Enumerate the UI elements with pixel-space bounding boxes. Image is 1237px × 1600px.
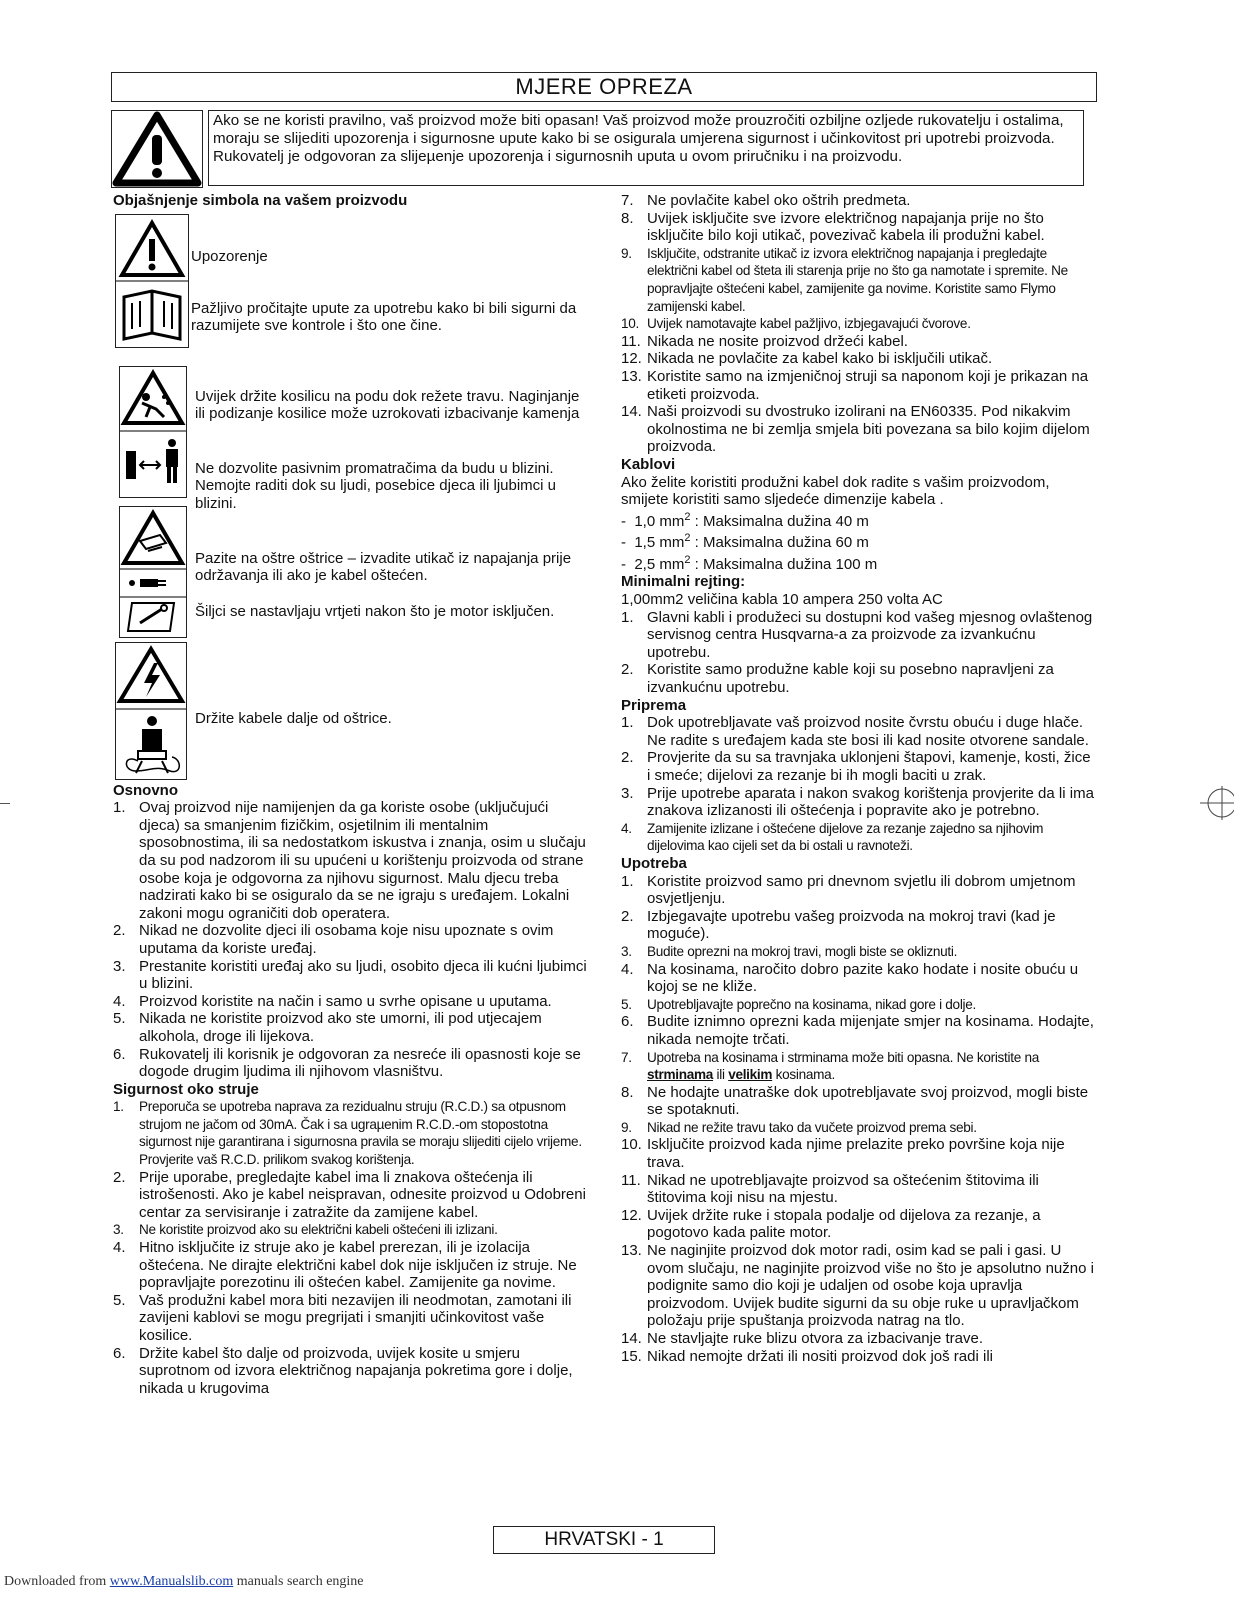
symbol-group-4: [115, 642, 187, 780]
list-item: 6. Rukovatelj ili korisnik je odgovoran za nesreće ili opasnosti koje se dogode drugim ljudima ili njihovom vlasništvu.: [113, 1045, 581, 1081]
symbol-bystanders-text: Ne dozvolite pasivnim promatračima da budu u blizini. Nemojte raditi dok su ljudi, posebice djeca ili ljubimci u blizini.: [195, 459, 557, 512]
list-item: 5. Vaš produžni kabel mora biti nezavijen ili neodmotan, zamotani ili zavijeni kablovi se mogu pregrijati i smanjiti učinkovitost vaše kosilice.: [113, 1291, 572, 1344]
list-item: 9. Nikad ne režite travu tako da vučete proizvod prema sebi.: [621, 1119, 977, 1135]
list-item: 4. Hitno isključite iz struje ako je kabel prerezan, ili je izolacija oštećena. Ne dirajte električni kabel dok nije isključen iz struje. Ne popravljajte porezotinu ili oštećen kabel. Zamijenite ga novime.: [113, 1239, 577, 1292]
list-item: 7. Ne povlačite kabel oko oštrih predmeta.: [621, 192, 911, 209]
list-item: 11. Nikada ne nosite proizvod držeći kabel.: [621, 332, 908, 350]
manualslib-link[interactable]: www.Manualslib.com: [109, 1574, 234, 1589]
osnovno-heading: Osnovno: [113, 781, 179, 799]
symbol-read-manual-text: Pažljivo pročitajte upute za upotrebu kako bi bili sigurni da razumijete sve kontrole i što one čine.: [191, 299, 577, 335]
symbols-panel: [113, 214, 591, 782]
symbol-group-3: [119, 506, 187, 638]
list-item: 1. Glavni kabli i produžeci su dostupni kod vašeg mjesnog ovlaštenog servisnog centra Husqvarna-a za proizvode za izvankućnu upotrebu.: [621, 608, 1093, 661]
intro-warning-text: Ako se ne koristi pravilno, vaš proizvod može biti opasan! Vaš proizvod može prouzročiti ozbiljne ozljede rukovatelju i ostalima, moraju se slijediti upozorenja i sigurnosne upute kako bi se osigurala umjerena sigurnost i učinkovitost pri upotrebi proizvoda. Rukovatelj je odgovoran za slijeµenje upozorenja i sigurnosnih uputa u ovom priručniku i na proizvodu.: [208, 110, 1084, 186]
warning-triangle-icon: [111, 110, 203, 188]
symbol-warning-text: Upozorenje: [191, 247, 268, 265]
list-item: 2. Koristite samo produžne kable koji su posebno napravljeni za izvankućnu upotrebu.: [621, 661, 1054, 697]
list-item: 6. Budite iznimno oprezni kada mijenjate smjer na kosinama. Hodajte, nikada nemojte trčati.: [621, 1013, 1094, 1048]
struja-list-part2: [621, 192, 1094, 456]
list-item: 4. Na kosinama, naročito dobro pazite kako hodate i nosite obuću u kojoj se ne kliže.: [621, 960, 1079, 996]
registration-mark-icon: [1200, 786, 1234, 820]
page-footer-label: HRVATSKI - 1: [493, 1526, 715, 1554]
list-item: 10. Uvijek namotavajte kabel pažljivo, izbjegavajući čvorove.: [621, 316, 971, 332]
symbol-sharp-blades-text: Pazite na oštre oštrice – izvadite utikač iz napajanja prije održavanja ili ako je kabel oštećen.: [195, 549, 572, 585]
list-item: 8. Ne hodajte unatraške dok upotrebljavate svoj proizvod, mogli biste se spotaknuti.: [621, 1083, 1089, 1119]
struja-list-part1: [113, 1098, 591, 1397]
list-item: 5. Nikada ne koristite proizvod ako ste umorni, ili pod utjecajem alkohola, droge ili lijekova.: [113, 1010, 542, 1045]
priprema-list: [621, 714, 1094, 855]
list-item: 11. Nikad ne upotrebljavajte proizvod sa oštećenim štitovima ili štitovima koji nisu na mjestu.: [621, 1171, 1039, 1207]
list-item: 4. Proizvod koristite na način i samo u svrhe opisane u uputama.: [113, 992, 552, 1010]
list-item: 6. Držite kabel što dalje od proizvoda, uvijek kosite u smjeru suprotnom od izvora električnog napajanja pokretima gore i dolje, nikada u krugovima: [113, 1344, 573, 1397]
symbol-tines-text: Šiljci se nastavljaju vrtjeti nakon što je motor isključen.: [195, 602, 555, 620]
kablovi-list: [621, 609, 1094, 697]
registration-mark-left: [0, 803, 10, 804]
kablovi-text: Ako želite koristiti produžni kabel dok radite s vašim proizvodom, smijete koristiti samo sljedeće dimenzije kabela .: [621, 473, 1050, 509]
list-item: 12. Uvijek držite ruke i stopala podalje od dijelova za rezanje, a pogotovo kada palite motor.: [621, 1206, 1041, 1242]
symbol-group-1: [115, 214, 189, 348]
struja-heading: Sigurnost oko struje: [113, 1080, 259, 1098]
list-item: 3. Prije upotrebe aparata i nakon svakog korištenja provjerite da li ima znakova izlizanosti ili oštećenja i popravite ako je potrebno.: [621, 784, 1094, 820]
min-rating-heading: Minimalni rejting:: [621, 573, 746, 591]
list-item: 2. Provjerite da su sa travnjaka uklonjeni štapovi, kamenje, kosti, žice i smeće; dijelovi za rezanje bi ih mogli baciti u zrak.: [621, 749, 1091, 784]
symbols-heading: Objašnjenje simbola na vašem proizvodu: [113, 192, 408, 209]
list-item: 15. Nikad nemojte držati ili nositi proizvod dok još radi ili: [621, 1347, 993, 1365]
list-item: 9. Isključite, odstranite utikač iz izvora električnog napajanja i pregledajte električni kabel od šteta ili starenja prije no što ga namotate i spremite. Ne popravljajte oštećeni kabel, zamijenite ga novime. Koristite samo Flymo zamijenski kabel.: [621, 245, 1068, 314]
symbol-keep-on-ground-text: Uvijek držite kosilicu na podu dok režete travu. Naginjanje ili podizanje kosilice može uzrokovati izbacivanje kamenja: [195, 387, 580, 423]
cable-size-row: - 1,5 $mm^2$ : Maksimalna dužina 60 m: [621, 532, 869, 552]
list-item: 10. Isključite proizvod kada njime prelazite preko površine koja nije trava.: [621, 1136, 1065, 1172]
list-item: 14. Ne stavljajte ruke blizu otvora za izbacivanje trave.: [621, 1330, 983, 1347]
list-item: 4. Zamijenite izlizane i oštećene dijelove za rezanje zajedno sa njihovim dijelovima kao cijeli set da bi ostali u ravnoteži.: [621, 820, 1044, 854]
cable-size-row: - 2,5 $mm^2$ : Maksimalna dužina 100 m: [621, 553, 878, 573]
list-item: 13. Koristite samo na izmjeničnoj struji sa naponom koji je prikazan na etiketi proizvoda.: [621, 367, 1089, 403]
right-column: [621, 192, 1094, 1365]
list-item: 2. Nikad ne dozvolite djeci ili osobama koje nisu upoznate s ovim uputama da koriste uređaj.: [113, 922, 554, 957]
list-item: 1. Koristite proizvod samo pri dnevnom svjetlu ili dobrom umjetnom osvjetljenju.: [621, 872, 1076, 908]
min-rating-text: 1,00mm2 veličina kabla 10 ampera 250 volta AC: [621, 591, 943, 609]
list-item: 3. Budite oprezni na mokroj travi, mogli biste se okliznuti.: [621, 943, 958, 959]
upotreba-list: [621, 873, 1094, 1366]
list-item: 3. Prestanite koristiti uređaj ako su ljudi, osobito djeca ili kućni ljubimci u blizini.: [113, 957, 587, 993]
page-title: MJERE OPREZA: [111, 72, 1097, 102]
cable-size-row: - 1,0 $mm^2$ : Maksimalna dužina 40 m: [621, 510, 869, 530]
upotreba-heading: Upotreba: [621, 854, 687, 872]
symbol-group-2: [119, 366, 187, 498]
list-item: 1. Ovaj proizvod nije namijenjen da ga koriste osobe (uključujući djeca) sa smanjenim fizičkim, osjetilnim ili mentalnim sposobnostima, ili sa nedostatkom iskustva i znanja, osim u slučaju da su pod nadzorom ili su upućeni u korištenju proizvoda od strane osobe koja je odgovorna za njihovu sigurnost. Malu djecu treba nadzirati kako bi se osiguralo da se ne igraju s uređajem. Lokalni zakoni mogu ograničiti dob operatera.: [113, 799, 586, 922]
priprema-heading: Priprema: [621, 696, 687, 714]
download-line: Downloaded from www.Manualslib.com manuals search engine: [4, 1574, 364, 1589]
list-item: 8. Uvijek isključite sve izvore električnog napajanja prije no što isključite bilo koji utikač, povezivač kabela ili produžni kabel.: [621, 209, 1045, 245]
osnovno-list: [113, 799, 591, 1081]
list-item: 7. Upotreba na kosinama i strminama može biti opasna. Ne koristite na strminama ili velikim kosinama.: [621, 1049, 1039, 1083]
list-item: 12. Nikada ne povlačite za kabel kako bi isključili utikač.: [621, 350, 993, 368]
list-item: 2. Izbjegavajte upotrebu vašeg proizvoda na mokroj travi (kad je moguće).: [621, 907, 1056, 943]
list-item: 1. Dok upotrebljavate vaš proizvod nosite čvrstu obuću i duge hlače. Ne radite s uređajem kada ste bosi ili kad nosite otvorene sandale.: [621, 714, 1089, 749]
kablovi-heading: Kablovi: [621, 455, 676, 473]
list-item: 13. Ne naginjite proizvod dok motor radi, osim kad se pali i gasi. U ovom slučaju, ne naginjite proizvod više no što je apsolutno nužno i podignite samo dio koji je udaljen od osobe koja upravlja proizvodom. Uvijek budite sigurni da su obje ruke u upravljačkom položaju prije spuštanja proizvoda natrag na tlo.: [621, 1242, 1094, 1330]
list-item: 14. Naši proizvodi su dvostruko izolirani na EN60335. Pod nikakvim okolnostima ne bi zemlja smjela biti povezana sa bilo kojim dijelom proizvoda.: [621, 403, 1090, 456]
list-item: 5. Upotrebljavajte poprečno na kosinama, nikad gore i dolje.: [621, 996, 976, 1012]
list-item: 3. Ne koristite proizvod ako su električni kabeli oštećeni ili izlizani.: [113, 1222, 498, 1238]
list-item: 1. Preporuča se upotreba naprava za rezidualnu struju (R.C.D.) sa otpusnom strujom ne jačom od 30mA. Čak i sa ugraµenim R.C.D.-om stopostotna sigurnost nije garantirana i sigurnosna pravila se moraju slijediti cijelo vrijeme. Provjerite vaš R.C.D. prilikom svakog korištenja.: [113, 1099, 582, 1168]
symbol-cables-text: Držite kabele dalje od oštrice.: [195, 709, 392, 727]
left-column: [113, 192, 591, 1397]
list-item: 2. Prije uporabe, pregledajte kabel ima li znakova oštećenja ili istrošenosti. Ako je kabel neispravan, odnesite proizvod u Odobreni centar za servisiranje i zatražite da zamijene kabel.: [113, 1168, 586, 1221]
